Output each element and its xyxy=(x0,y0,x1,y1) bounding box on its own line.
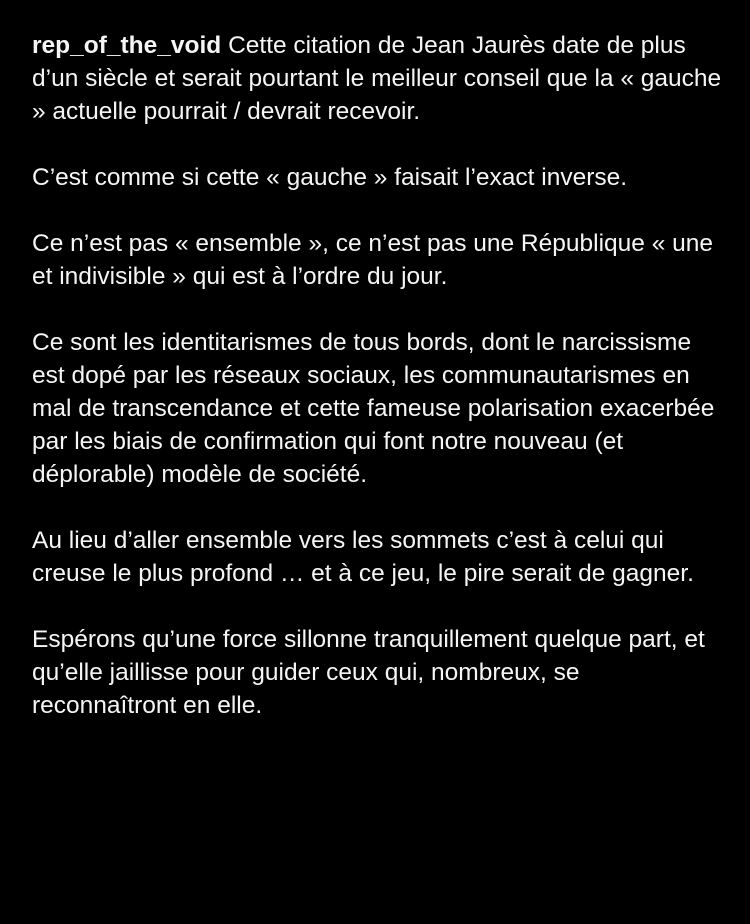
post-caption xyxy=(32,29,722,755)
caption-paragraph xyxy=(32,29,722,128)
caption-paragraph: Ce sont les identitarismes de tous bords, dont le narcissisme est dopé par les réseaux sociaux, les communautarismes en mal de transcendance et cette fameuse polarisation exacerbée par les biais de confirmation qui font notre nouveau (et déplorable) modèle de société. xyxy=(32,329,715,488)
caption-text: Cette citation de Jean Jaurès date de plus d’un siècle et serait pourtant le meilleur conseil que la « gauche » actuelle pourrait / devrait recevoir. xyxy=(32,32,722,125)
caption-paragraph: C’est comme si cette « gauche » faisait l’exact inverse. xyxy=(32,164,628,191)
caption-paragraph: Ce n’est pas « ensemble », ce n’est pas une République « une et indivisible » qui est à l’ordre du jour. xyxy=(32,230,714,290)
caption-paragraph: Au lieu d’aller ensemble vers les sommets c’est à celui qui creuse le plus profond … et à ce jeu, le pire serait de gagner. xyxy=(32,527,694,587)
username-link[interactable]: rep_of_the_void xyxy=(32,32,222,59)
caption-paragraph: Espérons qu’une force sillonne tranquillement quelque part, et qu’elle jaillisse pour guider ceux qui, nombreux, se reconnaîtront en elle. xyxy=(32,626,705,719)
